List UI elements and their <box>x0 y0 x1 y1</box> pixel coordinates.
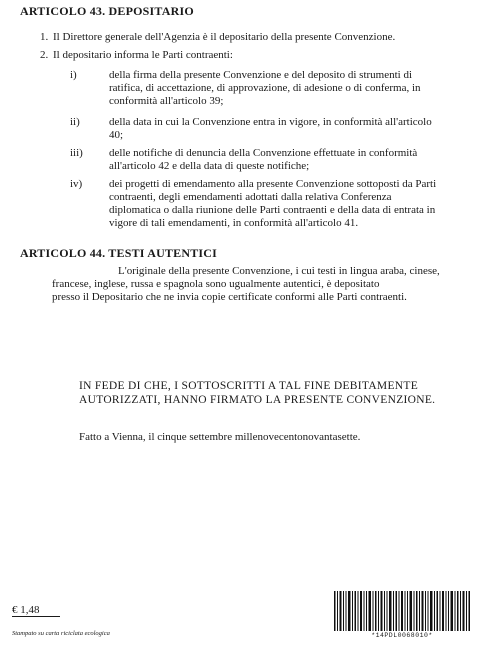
subitem-iii-label: iii) <box>70 147 83 159</box>
subitem-iii-line: all'articolo 42 e della data di queste notifiche; <box>109 160 310 172</box>
item-1-text: Il Direttore generale dell'Agenzia è il depositario della presente Convenzione. <box>53 31 396 43</box>
subitem-ii-line: 40; <box>109 129 124 141</box>
place-date-line: Fatto a Vienna, il cinque settembre millenovecentonovantasette. <box>79 431 361 443</box>
subitem-i-line: della firma della presente Convenzione e del deposito di strumenti di <box>109 69 413 81</box>
barcode-number: *14PDL0068010* <box>371 632 433 639</box>
article-44-title: ARTICOLO 44. TESTI AUTENTICI <box>20 246 218 260</box>
article-44-line: francese, inglese, russa e spagnola sono ugualmente autentici, è depositato <box>52 278 380 290</box>
barcode <box>334 591 470 631</box>
article-44-line: presso il Depositario che ne invia copie certificate conformi alle Parti contraenti. <box>52 291 407 303</box>
subitem-ii-line: della data in cui la Convenzione entra in vigore, in conformità all'articolo <box>109 116 432 128</box>
subitem-iv-text <box>109 178 454 230</box>
witness-line: IN FEDE DI CHE, I SOTTOSCRITTI A TAL FINE DEBITAMENTE <box>79 380 419 392</box>
article-43-title: ARTICOLO 43. DEPOSITARIO <box>20 4 194 18</box>
witness-statement <box>79 379 455 407</box>
item-2-number: 2. <box>40 49 49 61</box>
witness-line: AUTORIZZATI, HANNO FIRMATO LA PRESENTE CONVENZIONE. <box>79 394 436 406</box>
subitem-i-label: i) <box>70 69 77 81</box>
subitem-i-line: conformità all'articolo 39; <box>109 95 224 107</box>
subitem-ii-label: ii) <box>70 116 80 128</box>
article-44-line: L'originale della presente Convenzione, i cui testi in lingua araba, cinese, <box>118 265 440 277</box>
subitem-iv-line: vigore di tali emendamenti, in conformità all'articolo 41. <box>109 217 359 229</box>
subitem-i-line: ratifica, di accettazione, di approvazione, di adesione o di conferma, in <box>109 82 421 94</box>
subitem-iv-line: dei progetti di emendamento alla presente Convenzione sottoposti da Parti <box>109 178 437 190</box>
price-label: € 1,48 <box>12 604 60 617</box>
subitem-i-text <box>109 69 454 108</box>
item-1-number: 1. <box>40 31 49 43</box>
barcode-icon <box>334 591 470 631</box>
subitem-iv-line: contraenti, degli emendamenti adottati dalla relativa Conferenza <box>109 191 392 203</box>
subitem-iii-line: delle notifiche di denuncia della Convenzione effettuate in conformità <box>109 147 418 159</box>
recycled-paper-note: Stampato su carta riciclata ecologica <box>12 630 110 637</box>
subitem-iv-line: diplomatica o dalla riunione delle Parti contraenti e della data di entrata in <box>109 204 436 216</box>
subitem-iv-label: iv) <box>70 178 83 190</box>
article-44-text <box>52 265 456 304</box>
subitem-iii-text <box>109 147 454 173</box>
subitem-ii-text <box>109 116 454 142</box>
item-2-text: Il depositario informa le Parti contraenti: <box>53 49 233 61</box>
